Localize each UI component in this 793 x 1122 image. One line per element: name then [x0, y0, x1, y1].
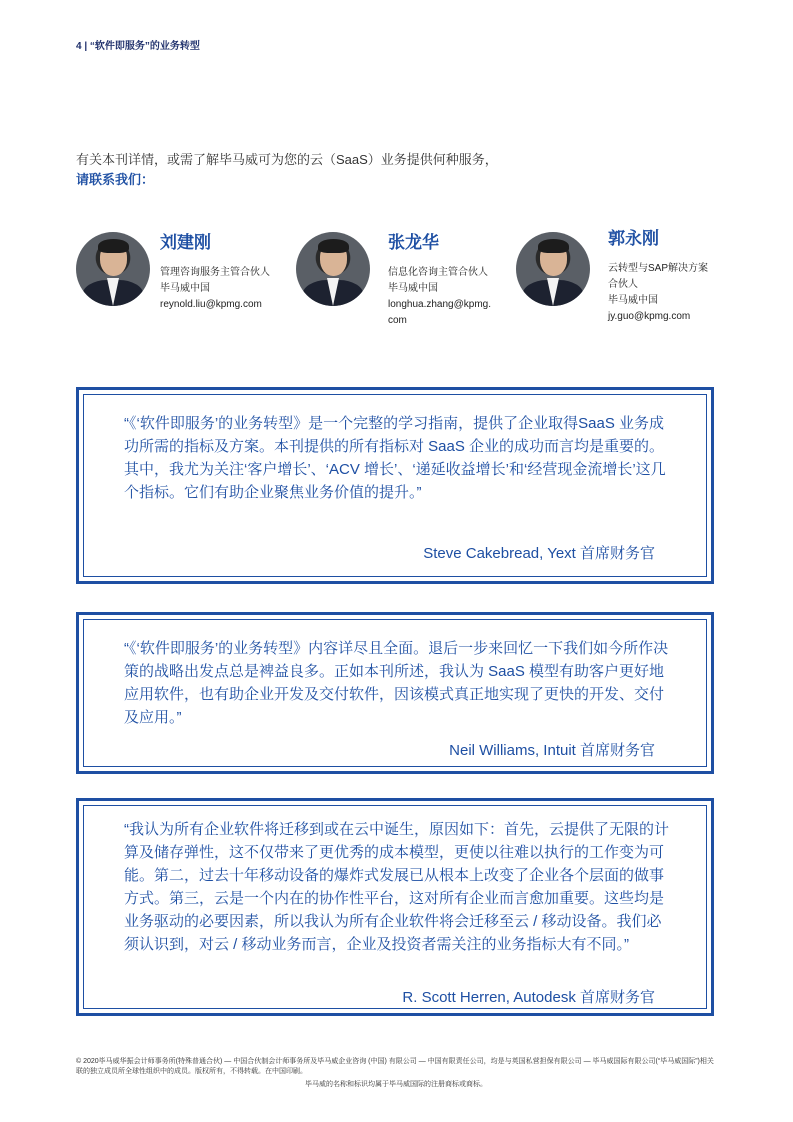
quote-box [76, 798, 714, 1016]
contact-us-label: 请联系我们： [76, 172, 155, 187]
avatar [76, 232, 150, 306]
footer-copyright: © 2020毕马威华振会计师事务所(特殊普通合伙) — 中国合伙制会计师事务所及毕马威企业咨询 (中国) 有限公司 — 中国有限责任公司，均是与英国私营担保有限公司 — 毕马威国际有限公司(“毕马威国际”)相关联的独立成员所全球性组织中的成员。版权所有，不得转载。在中国印刷。 [76, 1058, 714, 1075]
contact-name: 郭永刚 [608, 229, 659, 248]
intro-line: 有关本刊详情，或需了解毕马威可为您的云（SaaS）业务提供何种服务， [76, 152, 498, 167]
footer-trademark: 毕马威的名称和标识均属于毕马威国际的注册商标或商标。 [305, 1081, 487, 1088]
quote-text: “《‘软件即服务’的业务转型》内容详尽且全面。退后一步来回忆一下我们如今所作决策的战略出发点总是裨益良多。正如本刊所述，我认为 SaaS 模型有助客户更好地应用软件，也有助企业开发及交付软件，因该模式真正地实现了更快的开发、交付及应用。” [124, 640, 669, 726]
contact-company: 毕马威中国 [388, 283, 438, 294]
contact-name: 刘建刚 [160, 233, 211, 252]
quote-text: “我认为所有企业软件将迁移到或在云中诞生，原因如下：首先，云提供了无限的计算及储存弹性，这不仅带来了更优秀的成本模型，更使以往难以执行的工作变为可能。第二，过去十年移动设备的爆炸式发展已从根本上改变了企业各个层面的做事方式。第三，云是一个内在的协作性平台，这对所有企业而言愈加重要。这些均是业务驱动的必要因素，所以我认为所有企业软件将会迁移至云 / 移动设备。我们必须认识到，对云 / 移动业务而言，企业及投资者需关注的业务指标大有不同。” [124, 821, 669, 953]
contact-email[interactable]: jy.guo@kpmg.com [608, 311, 691, 322]
page-header: 4 | “软件即服务”的业务转型 [76, 41, 200, 52]
contact-title-cont: 合伙人 [608, 279, 638, 290]
quote-attribution: R. Scott Herren, Autodesk 首席财务官 [402, 989, 655, 1006]
avatar [296, 232, 370, 306]
contact-company: 毕马威中国 [160, 283, 210, 294]
contact-title: 云转型与SAP解决方案 [608, 263, 709, 274]
quote-box [76, 612, 714, 774]
contact-title: 信息化咨询主管合伙人 [388, 267, 488, 278]
quote-text: “《‘软件即服务’的业务转型》是一个完整的学习指南，提供了企业取得SaaS 业务成功所需的指标及方案。本刊提供的所有指标对 SaaS 企业的成功而言均是重要的。其中，我尤为关注‘客户增长’、‘ACV 增长’、‘递延收益增长’和‘经营现金流增长’这几个指标。它们有助企业聚焦业务价值的提升。” [124, 415, 666, 501]
footer [76, 1057, 716, 1090]
quote-attribution: Steve Cakebread, Yext 首席财务官 [423, 545, 655, 562]
contact-email[interactable]: longhua.zhang@kpmg. [388, 299, 491, 310]
quote-box [76, 387, 714, 584]
quote-attribution: Neil Williams, Intuit 首席财务官 [449, 742, 655, 759]
contact-title: 管理咨询服务主管合伙人 [160, 267, 270, 278]
intro-text [76, 150, 726, 190]
contact-name: 张龙华 [388, 233, 439, 252]
contact-company: 毕马威中国 [608, 295, 658, 306]
contact-email-cont[interactable]: com [388, 315, 407, 326]
contact-email[interactable]: reynold.liu@kpmg.com [160, 299, 262, 310]
avatar [516, 232, 590, 306]
